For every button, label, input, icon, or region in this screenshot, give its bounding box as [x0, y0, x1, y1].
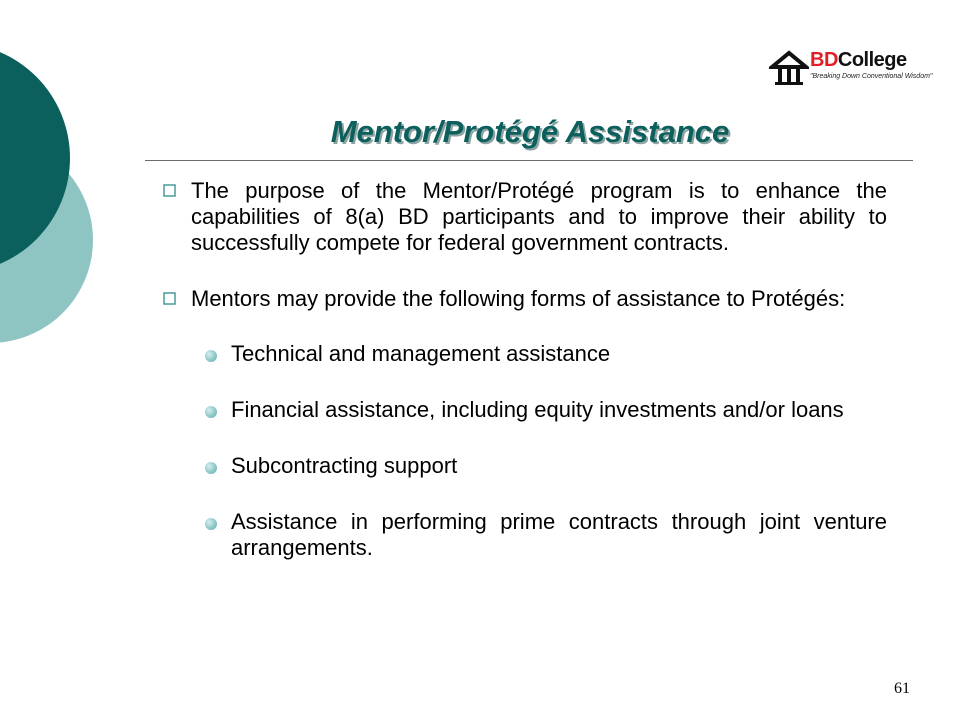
bullet-text: Mentors may provide the following forms of assistance to Protégés: [191, 286, 846, 311]
bullet-list [160, 178, 887, 561]
round-bullet-icon [205, 350, 217, 362]
round-bullet-icon [205, 518, 217, 530]
page-number: 61 [894, 680, 910, 697]
round-bullet-icon [205, 462, 217, 474]
sub-bullet-text: Technical and management assistance [231, 341, 611, 366]
sub-bullet-text: Assistance in performing prime contracts through joint venture arrangements. [231, 509, 887, 560]
title-divider [145, 160, 913, 161]
sub-bullet-item [160, 453, 887, 479]
square-bullet-icon [162, 183, 177, 198]
square-bullet-icon [162, 291, 177, 306]
sub-bullet-text: Subcontracting support [231, 453, 458, 478]
logo-brand-suffix: College [837, 49, 907, 71]
slide-title: Mentor/Protégé Assistance [330, 114, 730, 149]
sub-bullet-item [160, 397, 887, 423]
sub-bullet-item [160, 509, 887, 561]
logo-tagline: "Breaking Down Conventional Wisdom" [810, 73, 933, 80]
house-icon [769, 48, 809, 88]
decorative-circles [0, 0, 120, 400]
bdcollege-logo [767, 30, 933, 105]
sub-bullet-text: Financial assistance, including equity investments and/or loans [231, 397, 844, 422]
sub-bullet-item [160, 341, 887, 367]
logo-brand-prefix: BD [810, 49, 838, 71]
bullet-item [160, 178, 887, 256]
logo-wordmark [810, 50, 907, 70]
bullet-text: The purpose of the Mentor/Protégé program is to enhance the capabilities of 8(a) BD participants and to improve their ability to successfully compete for federal government contracts. [191, 178, 887, 255]
round-bullet-icon [205, 406, 217, 418]
bullet-item [160, 286, 887, 312]
